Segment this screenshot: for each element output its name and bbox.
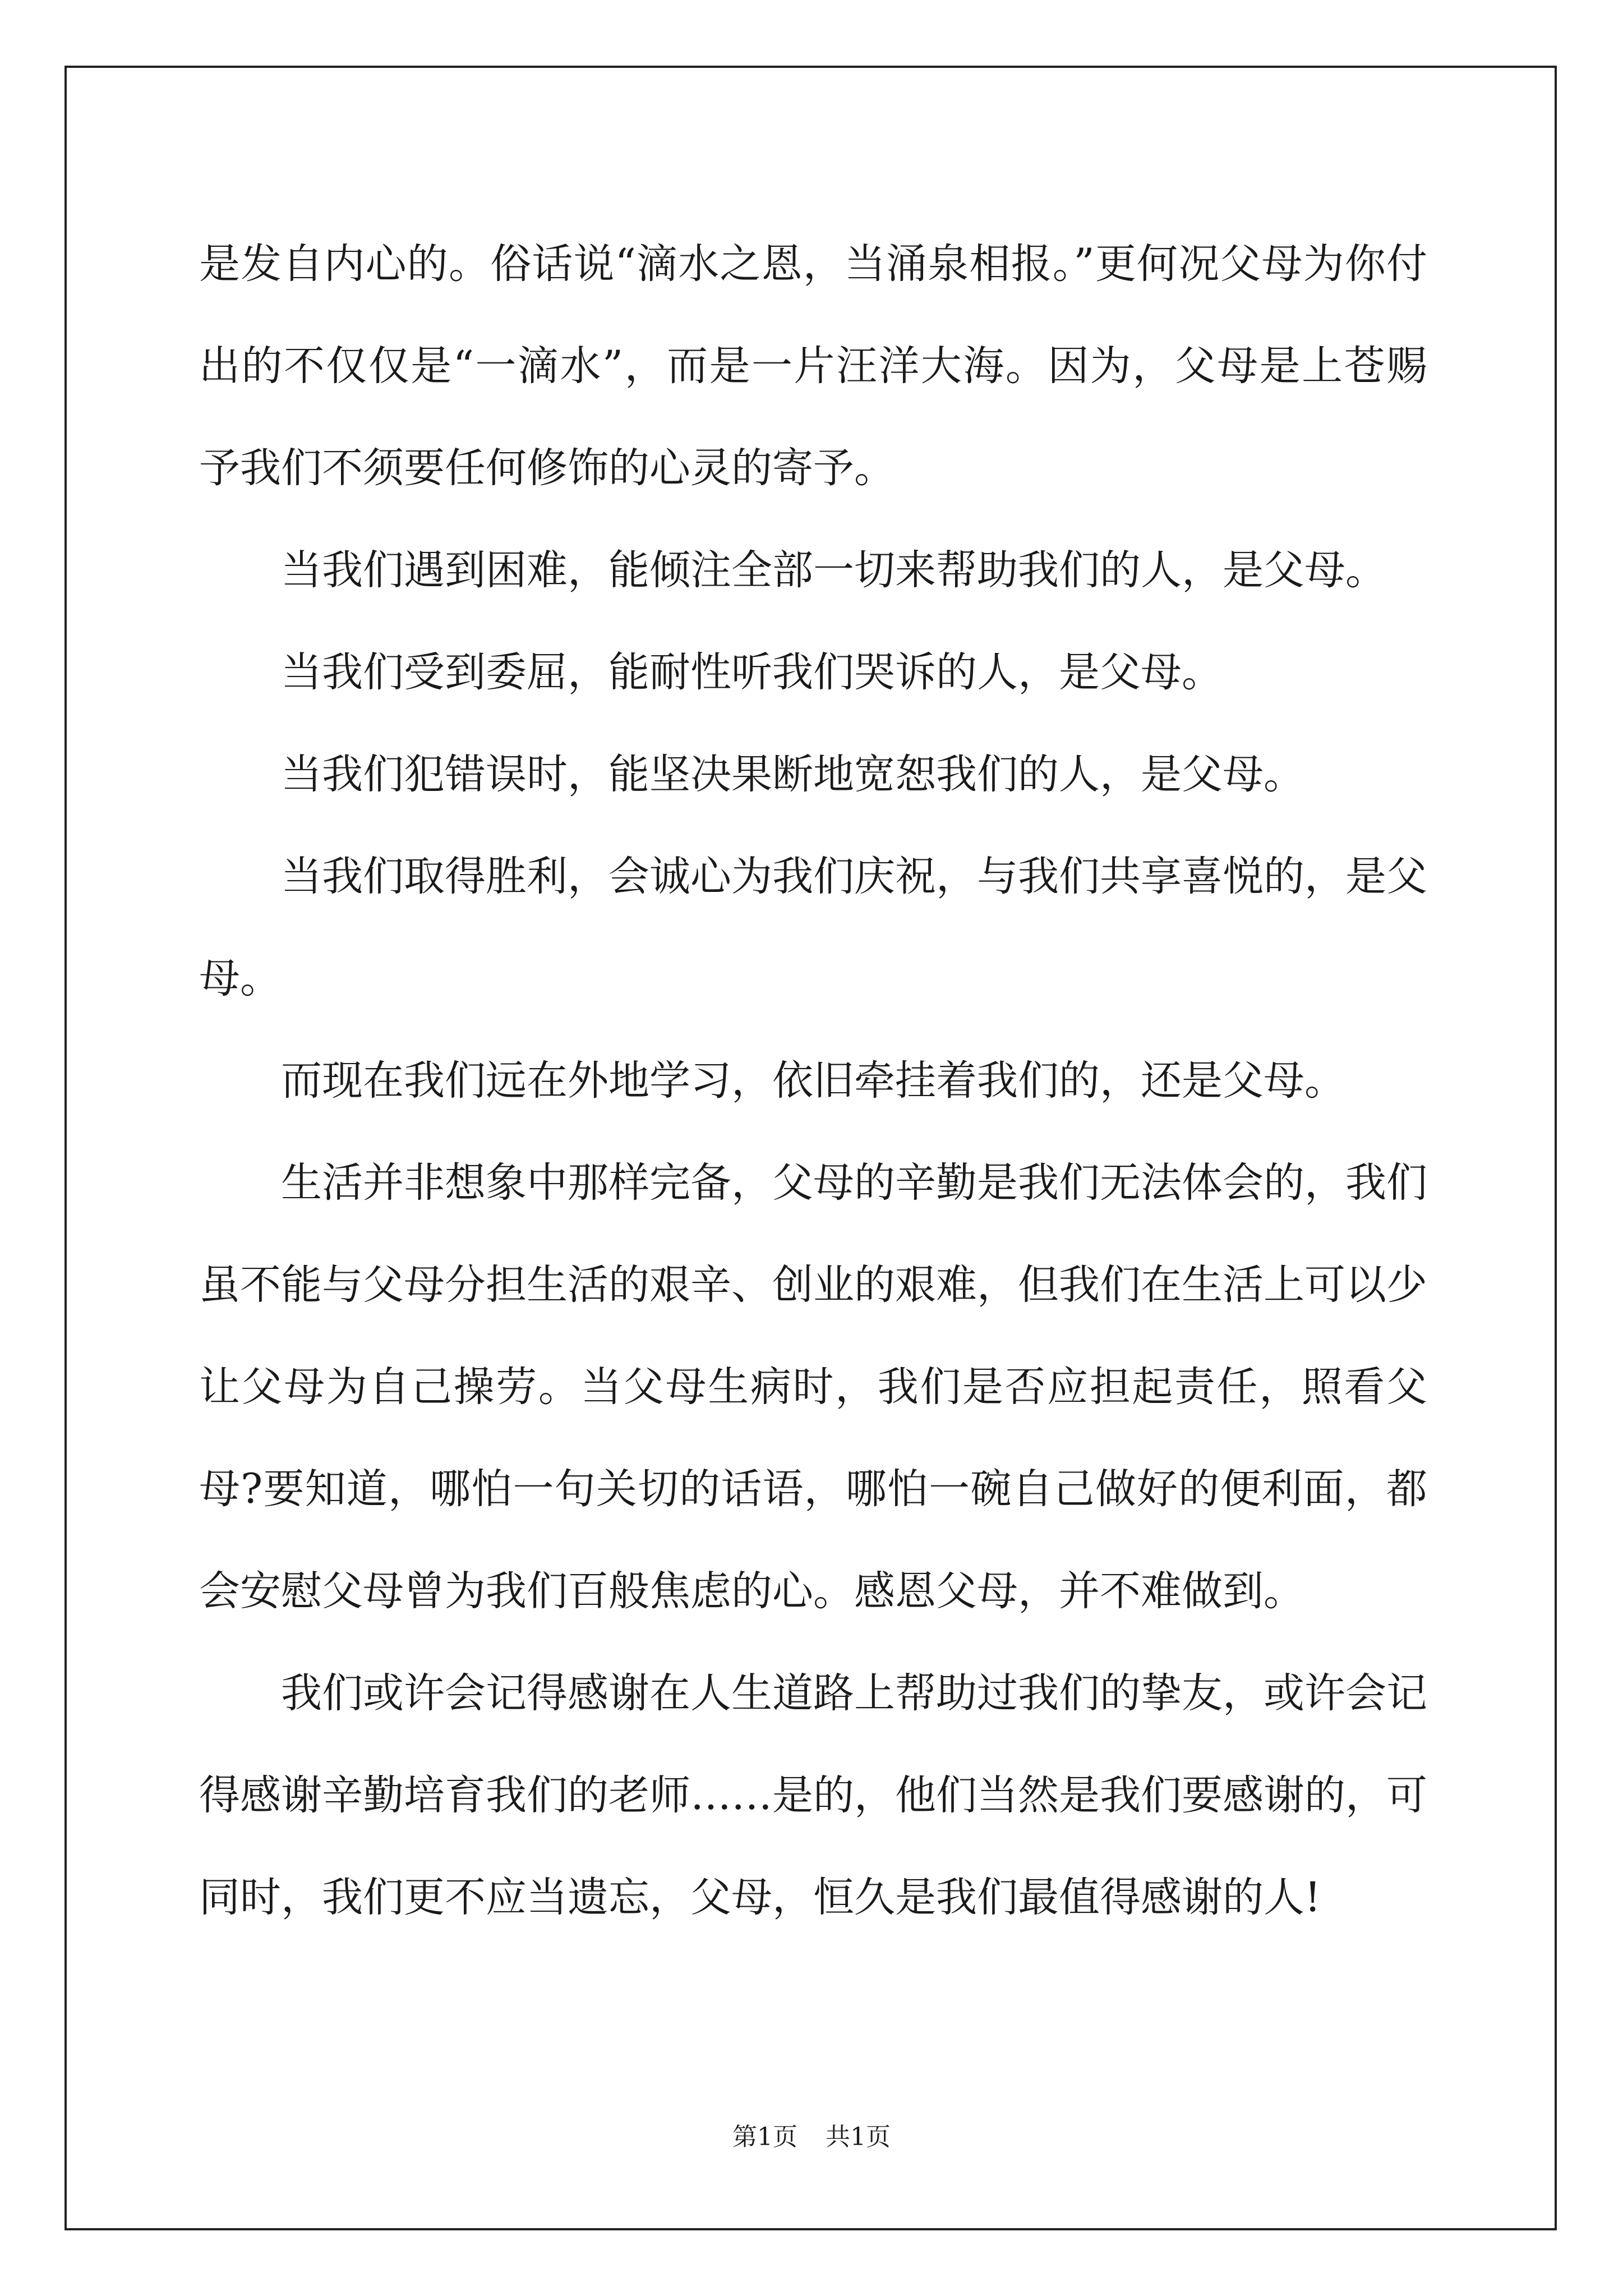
paragraph-8: 我们或许会记得感谢在人生道路上帮助过我们的挚友，或许会记得感谢辛勤培育我们的老师……是的，他们当然是我们要感谢的，可同时，我们更不应当遗忘，父母，恒久是我们最值得感谢的人! bbox=[199, 1669, 1427, 1921]
page-total: 共1页 bbox=[826, 2123, 891, 2151]
page-number: 第1页 bbox=[732, 2123, 797, 2151]
paragraph-4: 当我们犯错误时，能坚决果断地宽恕我们的人，是父母。 bbox=[281, 751, 1304, 798]
paragraph-1: 是发自内心的。俗话说“滴水之恩，当涌泉相报。”更何况父母为你付出的不仅仅是“一滴水”，而是一片汪洋大海。因为，父母是上苍赐予我们不须要任何修饰的心灵的寄予。 bbox=[199, 240, 1427, 492]
paragraph-6: 而现在我们远在外地学习，依旧牵挂着我们的，还是父母。 bbox=[281, 1057, 1345, 1105]
paragraph-7: 生活并非想象中那样完备，父母的辛勤是我们无法体会的，我们虽不能与父母分担生活的艰辛、创业的艰难，但我们在生活上可以少让父母为自己操劳。当父母生病时，我们是否应担起责任，照看父母?要知道，哪怕一句关切的话语，哪怕一碗自己做好的便利面，都会安慰父母曾为我们百般焦虑的心。感恩父母，并不难做到。 bbox=[199, 1159, 1427, 1615]
page-footer bbox=[0, 2120, 1623, 2154]
document-body bbox=[199, 213, 1427, 1949]
paragraph-3: 当我们受到委屈，能耐性听我们哭诉的人，是父母。 bbox=[281, 648, 1223, 696]
paragraph-5: 当我们取得胜利，会诚心为我们庆祝，与我们共享喜悦的，是父母。 bbox=[199, 853, 1427, 1002]
paragraph-2: 当我们遇到困难，能倾注全部一切来帮助我们的人，是父母。 bbox=[281, 546, 1386, 594]
